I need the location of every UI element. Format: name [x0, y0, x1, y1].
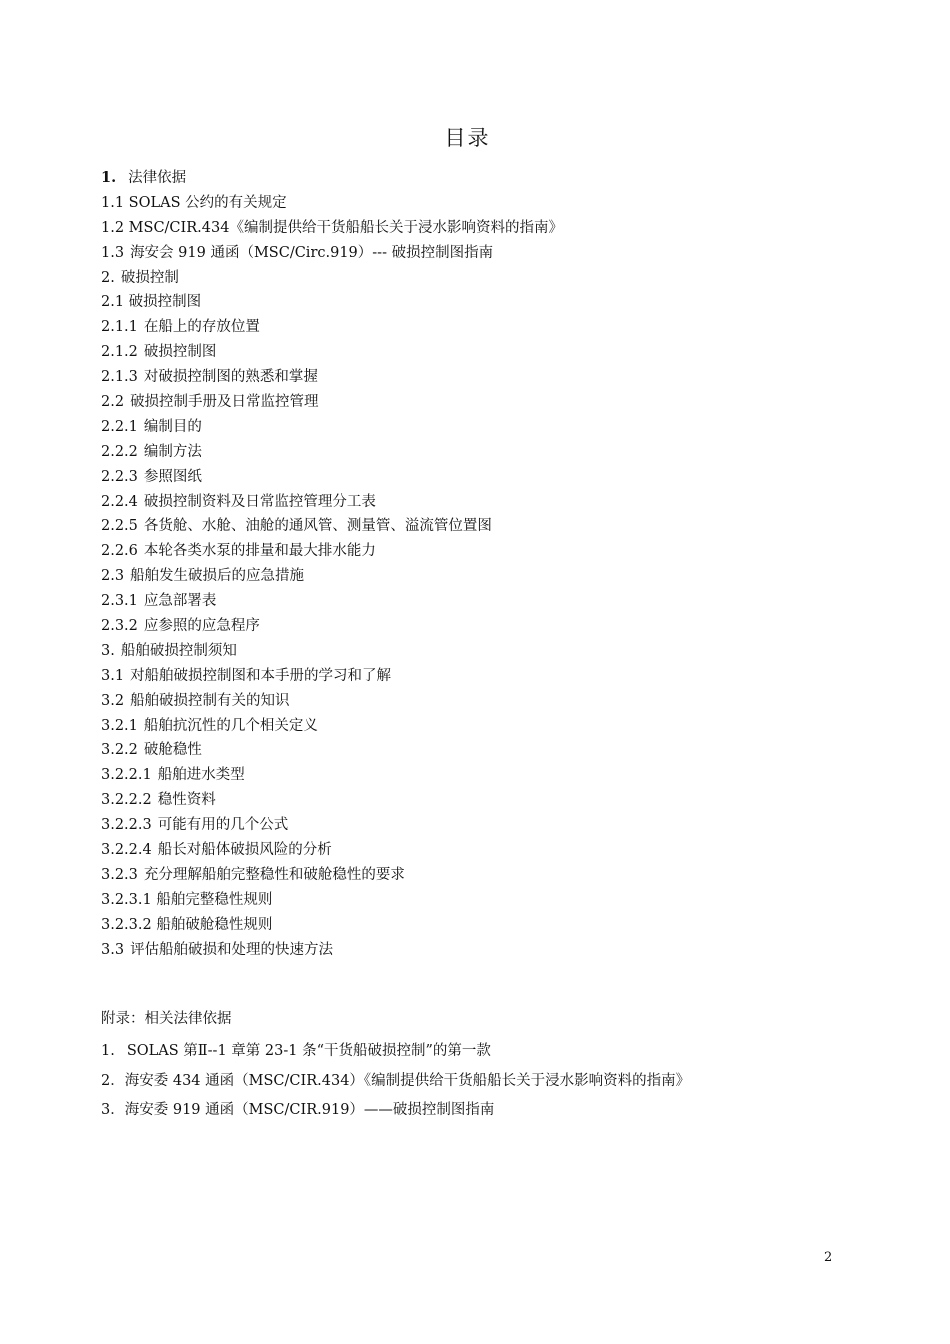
toc-entry [101, 639, 563, 664]
toc-entry-text: SOLAS 公约的有关规定 [128, 194, 287, 211]
toc-entry [101, 166, 563, 191]
toc-entry [101, 390, 563, 415]
toc-entry-text: 充分理解船舶完整稳性和破舱稳性的要求 [143, 866, 405, 883]
toc-entry-number: 3.2.3.1 [101, 891, 152, 908]
toc-entry-number: 2. [101, 269, 115, 286]
toc-entry-number: 3.1 [101, 667, 125, 684]
toc-entry-number: 3.3 [101, 941, 125, 958]
toc-entry-text: 应参照的应急程序 [143, 618, 260, 635]
toc-entry [101, 340, 563, 365]
toc-entry-number: 3.2.2 [101, 742, 138, 759]
toc-entry [101, 564, 563, 589]
toc-entry [101, 714, 563, 739]
toc-entry-text: 评估船舶破损和处理的快速方法 [130, 941, 334, 958]
toc-entry-number: 2.2.6 [101, 543, 138, 560]
toc-entry [101, 241, 563, 266]
toc-entry-number: 3.2.1 [101, 717, 138, 734]
toc-entry-number: 3.2.2.4 [101, 842, 152, 859]
toc-entry [101, 738, 563, 763]
toc-entry-text: 船舶完整稳性规则 [156, 891, 273, 908]
toc-entry-text: 破损控制 [120, 269, 179, 286]
toc-entry-number: 2.2.3 [101, 468, 138, 485]
toc-entry [101, 415, 563, 440]
appendix-item-number: 3． [101, 1102, 125, 1118]
toc-entry [101, 266, 563, 291]
toc-entry-text: 船舶发生破损后的应急措施 [130, 568, 305, 585]
toc-entry-text: 参照图纸 [143, 468, 202, 485]
appendix-item-text: 海安委 434 通函（MSC/CIR.434）《编制提供给干货船船长关于浸水影响资料的指南》 [124, 1072, 691, 1089]
table-of-contents [101, 166, 563, 963]
toc-entry [101, 888, 563, 913]
toc-entry-number: 2.3 [101, 568, 125, 585]
toc-entry-number: 2.3.2 [101, 618, 138, 635]
toc-entry-text: 船长对船体破损风险的分析 [157, 842, 332, 859]
toc-entry [101, 838, 563, 863]
toc-entry-text: 破损控制图 [143, 344, 217, 361]
appendix-title: 附录：相关法律依据 [101, 1011, 232, 1027]
toc-entry-number: 3.2.2.1 [101, 767, 152, 784]
toc-entry-text: 可能有用的几个公式 [157, 817, 289, 834]
toc-entry-number: 1.3 [101, 244, 125, 261]
toc-entry-number: 3.2 [101, 692, 125, 709]
appendix-item-number: 1. [101, 1043, 115, 1059]
appendix-list [101, 1037, 690, 1126]
toc-entry [101, 813, 563, 838]
toc-entry-number: 2.2 [101, 394, 125, 411]
appendix-item-number: 2． [101, 1072, 125, 1089]
toc-entry [101, 290, 563, 315]
toc-entry-number: 2.2.1 [101, 418, 138, 435]
toc-entry-text: 应急部署表 [143, 593, 217, 610]
toc-entry [101, 216, 563, 241]
toc-entry [101, 689, 563, 714]
toc-entry-number: 2.3.1 [101, 593, 138, 610]
toc-entry [101, 788, 563, 813]
toc-entry-number: 2.1.3 [101, 369, 138, 386]
toc-entry-text: 船舶破舱稳性规则 [156, 916, 273, 933]
toc-entry [101, 191, 563, 216]
toc-entry-text: 船舶破损控制有关的知识 [130, 692, 290, 709]
toc-entry-number: 1.1 [101, 194, 125, 211]
toc-entry-text: 海安会 919 通函（MSC/Circ.919）--- 破损控制图指南 [130, 244, 494, 261]
toc-entry-text: 破损控制手册及日常监控管理 [130, 394, 319, 411]
toc-entry-number: 2.2.5 [101, 518, 138, 535]
toc-entry-number: 3.2.2.2 [101, 792, 152, 809]
toc-entry [101, 465, 563, 490]
toc-entry [101, 539, 563, 564]
toc-entry-text: 稳性资料 [157, 792, 216, 809]
toc-entry-text: MSC/CIR.434《编制提供给干货船船长关于浸水影响资料的指南》 [128, 219, 563, 236]
toc-entry-text: 船舶进水类型 [157, 767, 245, 784]
toc-entry-text: 本轮各类水泵的排量和最大排水能力 [143, 543, 376, 560]
appendix-item [101, 1096, 690, 1126]
toc-entry-number: 2.1 [101, 294, 125, 311]
toc-entry [101, 664, 563, 689]
toc-entry-text: 破舱稳性 [143, 742, 202, 759]
toc-entry-number: 3.2.3.2 [101, 916, 152, 933]
toc-entry-number: 3.2.2.3 [101, 817, 152, 834]
toc-entry [101, 589, 563, 614]
toc-entry-number: 1.2 [101, 219, 125, 236]
toc-entry-text: 在船上的存放位置 [143, 319, 260, 336]
toc-entry [101, 365, 563, 390]
toc-entry [101, 490, 563, 515]
toc-entry-number: 2.1.2 [101, 344, 138, 361]
toc-entry-text: 编制方法 [143, 443, 202, 460]
toc-entry-text: 法律依据 [128, 170, 187, 186]
toc-entry-number: 2.2.4 [101, 493, 138, 510]
toc-entry [101, 614, 563, 639]
toc-entry-text: 对破损控制图的熟悉和掌握 [143, 369, 318, 386]
toc-entry-text: 破损控制资料及日常监控管理分工表 [143, 493, 376, 510]
toc-entry [101, 315, 563, 340]
appendix-item-text: SOLAS 第Ⅱ--1 章第 23-1 条“干货船破损控制”的第一款 [126, 1043, 491, 1059]
toc-entry [101, 938, 563, 963]
appendix-item [101, 1067, 690, 1097]
toc-entry [101, 514, 563, 539]
appendix-item [101, 1037, 690, 1067]
toc-entry-text: 破损控制图 [128, 294, 202, 311]
toc-entry-number: 2.2.2 [101, 443, 138, 460]
toc-entry-number: 3. [101, 642, 115, 659]
toc-entry-number: 2.1.1 [101, 319, 138, 336]
toc-entry-number: 3.2.3 [101, 866, 138, 883]
page-number: 2 [824, 1250, 833, 1265]
toc-entry [101, 440, 563, 465]
toc-entry-text: 对船舶破损控制图和本手册的学习和了解 [130, 667, 392, 684]
toc-entry-text: 船舶破损控制须知 [120, 642, 237, 659]
toc-entry [101, 913, 563, 938]
page-title: 目录 [444, 126, 491, 150]
appendix-item-text: 海安委 919 通函（MSC/CIR.919）——破损控制图指南 [124, 1102, 495, 1118]
toc-entry [101, 763, 563, 788]
toc-entry [101, 863, 563, 888]
toc-entry-text: 船舶抗沉性的几个相关定义 [143, 717, 318, 734]
toc-entry-text: 编制目的 [143, 418, 202, 435]
toc-entry-text: 各货舱、水舱、油舱的通风管、测量管、溢流管位置图 [143, 518, 492, 535]
toc-entry-number: 1. [101, 169, 117, 186]
